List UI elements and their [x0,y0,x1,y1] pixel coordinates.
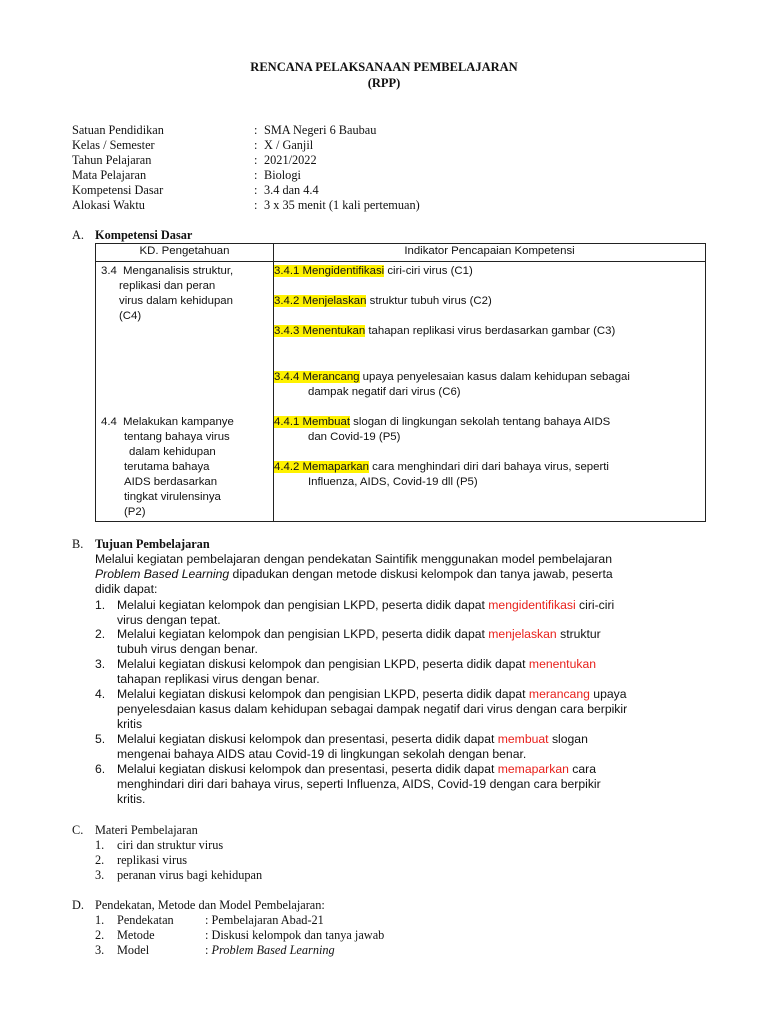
kd-description [119,264,273,324]
info-label: Kelas / Semester [72,138,155,152]
intro-text: dipadukan dengan metode diskusi kelompok dan tanya jawab, peserta [229,567,613,581]
kd-line: tingkat virulensinya [124,491,221,503]
info-label: Mata Pelajaran [72,168,147,182]
info-colon: : [254,138,258,152]
section-d-letter: D. [72,898,84,912]
list-number: 3. [95,943,105,957]
indicator-continuation: Influenza, AIDS, Covid-19 dll (P5) [308,476,478,488]
list-number: 3. [95,868,105,882]
list-text-pre: Melalui kegiatan diskusi kelompok dan pengisian LKPD, peserta didik dapat [117,687,529,701]
indicator-text: struktur tubuh virus (C2) [366,295,492,307]
list-value: : Diskusi kelompok dan tanya jawab [205,928,385,942]
list-keyword: menentukan [528,657,597,671]
list-value [205,943,335,958]
indicator-text: ciri-ciri virus (C1) [384,265,473,277]
indicator-highlight: 3.4.4 Merancang [274,371,360,383]
kd-line: dalam kehidupan [129,446,216,458]
indicator-highlight: 3.4.1 Mengidentifikasi [274,265,385,277]
kd-description [123,415,273,520]
indicator-text: tahapan replikasi virus berdasarkan gambar (C3) [365,325,616,337]
list-text-pre: Melalui kegiatan diskusi kelompok dan pengisian LKPD, peserta didik dapat [117,657,529,671]
indicator-text: slogan di lingkungan sekolah tentang bahaya AIDS [349,416,611,428]
list-number: 4. [95,687,106,701]
indicator-text: upaya penyelesaian kasus dalam kehidupan sebagai [359,371,630,383]
list-number: 5. [95,732,106,746]
kd-number: 3.4 [101,265,117,277]
list-text-line2: mengenai bahaya AIDS atau Covid-19 di lingkungan sekolah dengan benar. [117,747,527,761]
kd-line: replikasi dan peran [119,280,216,292]
indicator-highlight: 3.4.3 Menentukan [274,325,366,337]
indicator-continuation: dan Covid-19 (P5) [308,431,401,443]
list-number: 6. [95,762,106,776]
list-number: 3. [95,657,106,671]
section-b-letter: B. [72,537,84,551]
list-number: 1. [95,838,105,852]
list-text-post: struktur [556,627,601,641]
info-colon: : [254,183,258,197]
list-text-line2: penyelesdaian kasus dalam kehidupan sebagai dampak negatif dari virus dengan cara berpikir [117,702,628,716]
section-b-intro [95,552,705,597]
info-label: Satuan Pendidikan [72,123,164,137]
list-key: Model [117,943,150,957]
list-text-post: ciri-ciri [575,598,615,612]
list-number: 2. [95,853,105,867]
indicator-highlight: 4.4.2 Memaparkan [274,461,369,473]
kd-line: (P2) [124,506,146,518]
list-text [117,762,705,807]
list-text-pre: Melalui kegiatan diskusi kelompok dan presentasi, peserta didik dapat [117,762,498,776]
section-c-title: Materi Pembelajaran [95,823,198,837]
indicator-text: cara menghindari diri dari bahaya virus, seperti [368,461,609,473]
intro-line: didik dapat: [95,582,158,596]
indicator-continuation: dampak negatif dari virus (C6) [308,386,461,398]
list-keyword: mengidentifikasi [488,598,576,612]
list-number: 1. [95,913,105,927]
document-subtitle: (RPP) [367,76,401,90]
list-text [117,598,705,628]
list-text-post: cara [568,762,596,776]
kd-number: 4.4 [101,416,117,428]
list-text-line2: tahapan replikasi virus dengan benar. [117,672,320,686]
section-b-title: Tujuan Pembelajaran [95,537,210,551]
kd-line: tentang bahaya virus [124,431,230,443]
list-number: 2. [95,928,105,942]
list-keyword: merancang [528,687,590,701]
kd-line: Melakukan kampanye [123,416,234,428]
list-text-pre: Melalui kegiatan kelompok dan pengisian LKPD, peserta didik dapat [117,627,489,641]
list-key: Metode [117,928,155,942]
list-text-line2: tubuh virus dengan benar. [117,642,258,656]
indicator-item [274,294,704,309]
kd-line: (C4) [119,310,142,322]
indicator-item [274,324,704,339]
list-text [117,732,705,762]
info-label: Kompetensi Dasar [72,183,164,197]
info-colon: : [254,153,258,167]
kd-line: AIDS berdasarkan [124,476,218,488]
kd-line: Menganalisis struktur, [123,265,234,277]
list-text-post: slogan [548,732,588,746]
list-text-post: upaya [589,687,627,701]
document-title: RENCANA PELAKSANAAN PEMBELAJARAN [250,60,518,74]
list-value-colon: : [205,943,212,957]
table-header-indicator: Indikator Pencapaian Kompetensi [274,244,706,262]
indicator-item [274,370,704,400]
info-value: 3 x 35 menit (1 kali pertemuan) [264,198,420,212]
kd-line: terutama bahaya [124,461,210,473]
section-a-letter: A. [72,228,84,242]
info-value: X / Ganjil [264,138,314,152]
section-a-title: Kompetensi Dasar [95,228,193,242]
list-number: 2. [95,627,106,641]
indicator-item [274,415,704,445]
info-label: Alokasi Waktu [72,198,145,212]
list-text [117,687,705,732]
section-c-letter: C. [72,823,84,837]
list-keyword: membuat [497,732,549,746]
list-value: : Pembelajaran Abad-21 [205,913,324,927]
list-text-line3: kritis [117,717,143,731]
indicator-item [274,460,704,490]
info-label: Tahun Pelajaran [72,153,152,167]
model-name: Problem Based Learning [211,943,335,957]
list-text-pre: Melalui kegiatan diskusi kelompok dan presentasi, peserta didik dapat [117,732,498,746]
info-colon: : [254,168,258,182]
list-text: peranan virus bagi kehidupan [117,868,263,882]
table-header-kd: KD. Pengetahuan [96,244,274,262]
list-text [117,657,705,687]
info-value: 2021/2022 [264,153,317,167]
info-colon: : [254,123,258,137]
indicator-item [274,264,704,279]
list-keyword: memaparkan [497,762,569,776]
section-d-title: Pendekatan, Metode dan Model Pembelajaran: [95,898,325,912]
list-text-pre: Melalui kegiatan kelompok dan pengisian LKPD, peserta didik dapat [117,598,489,612]
kd-line: virus dalam kehidupan [119,295,233,307]
model-name: Problem Based Learning [95,567,230,581]
info-colon: : [254,198,258,212]
list-key: Pendekatan [117,913,174,927]
intro-line: Melalui kegiatan pembelajaran dengan pendekatan Saintifik menggunakan model pembelajaran [95,552,612,566]
indicator-highlight: 3.4.2 Menjelaskan [274,295,367,307]
list-text [117,627,705,657]
indicator-highlight: 4.4.1 Membuat [274,416,350,428]
list-text: ciri dan struktur virus [117,838,224,852]
info-value: 3.4 dan 4.4 [264,183,319,197]
intro-line [95,567,705,582]
info-value: Biologi [264,168,301,182]
list-text-line2: menghindari diri dari bahaya virus, seperti Influenza, AIDS, Covid-19 dengan cara berpikir [117,777,601,791]
list-text: replikasi virus [117,853,188,867]
list-number: 1. [95,598,106,612]
list-keyword: menjelaskan [488,627,557,641]
list-text-line3: kritis. [117,792,146,806]
info-value: SMA Negeri 6 Baubau [264,123,377,137]
list-text-line2: virus dengan tepat. [117,613,221,627]
